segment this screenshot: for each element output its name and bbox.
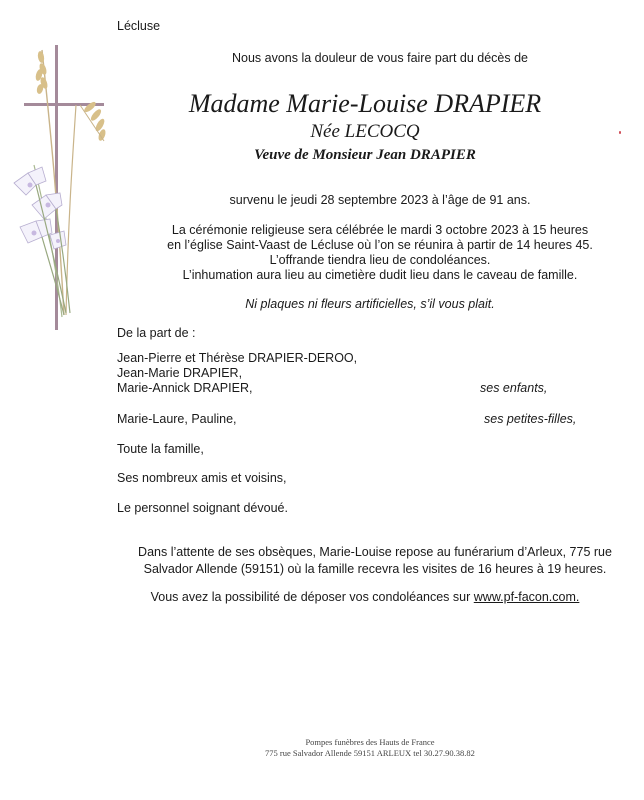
footer (200, 737, 540, 759)
children-list (117, 351, 357, 396)
condolences-line (100, 590, 630, 605)
ceremony-line: en l’église Saint-Vaast de Lécluse où l’on se réunira à partir de 14 heures 45. (167, 238, 593, 252)
widow-line: Veuve de Monsieur Jean DRAPIER (254, 147, 476, 163)
ceremony-line: La cérémonie religieuse sera célébrée le mardi 3 octobre 2023 à 15 heures (171, 223, 589, 237)
deceased-name: Madame Marie-Louise DRAPIER (188, 89, 542, 118)
death-line: survenu le jeudi 28 septembre 2023 à l’âge de 91 ans. (229, 193, 531, 207)
children-role: ses enfants, (480, 381, 548, 395)
place-name: Lécluse (117, 19, 161, 33)
repose-line: Dans l’attente de ses obsèques, Marie-Louise repose au funérarium d’Arleux, 775 rue (138, 545, 612, 559)
condolences-link[interactable]: www.pf-facon.com. (473, 590, 580, 604)
child-entry: Marie-Annick DRAPIER, (117, 381, 253, 395)
repose-line: Salvador Allende (59151) où la famille recevra les visites de 16 heures à 19 heures. (143, 562, 607, 576)
condolences-text: Vous avez la possibilité de déposer vos condoléances sur (150, 590, 471, 604)
ceremony-block (120, 223, 640, 283)
footer-company: Pompes funèbres des Hauts de France (305, 737, 435, 747)
from-label: De la part de : (117, 326, 196, 340)
scan-speck (619, 131, 621, 134)
child-entry: Jean-Pierre et Thérèse DRAPIER-DEROO, (117, 351, 358, 365)
cross-wheat-lily-decoration (6, 45, 116, 335)
intro-text: Nous avons la douleur de vous faire part du décès de (231, 51, 529, 65)
ceremony-line: L’inhumation aura lieu au cimetière dudit lieu dans le caveau de famille. (182, 268, 578, 282)
whole-family-entry: Toute la famille, (117, 442, 204, 456)
ceremony-line: L’offrande tiendra lieu de condoléances. (269, 253, 491, 267)
grandchildren-entry: Marie-Laure, Pauline, (117, 412, 237, 426)
child-entry: Jean-Marie DRAPIER, (117, 366, 243, 380)
repose-block (110, 544, 640, 578)
staff-entry: Le personnel soignant dévoué. (117, 501, 288, 515)
maiden-name: Née LECOCQ (310, 121, 420, 142)
footer-address: 775 rue Salvador Allende 59151 ARLEUX tel 30.27.90.38.82 (265, 748, 475, 758)
no-flowers-note: Ni plaques ni fleurs artificielles, s’il vous plait. (245, 297, 495, 311)
grandchildren-role: ses petites-filles, (484, 412, 577, 426)
friends-entry: Ses nombreux amis et voisins, (117, 471, 287, 485)
